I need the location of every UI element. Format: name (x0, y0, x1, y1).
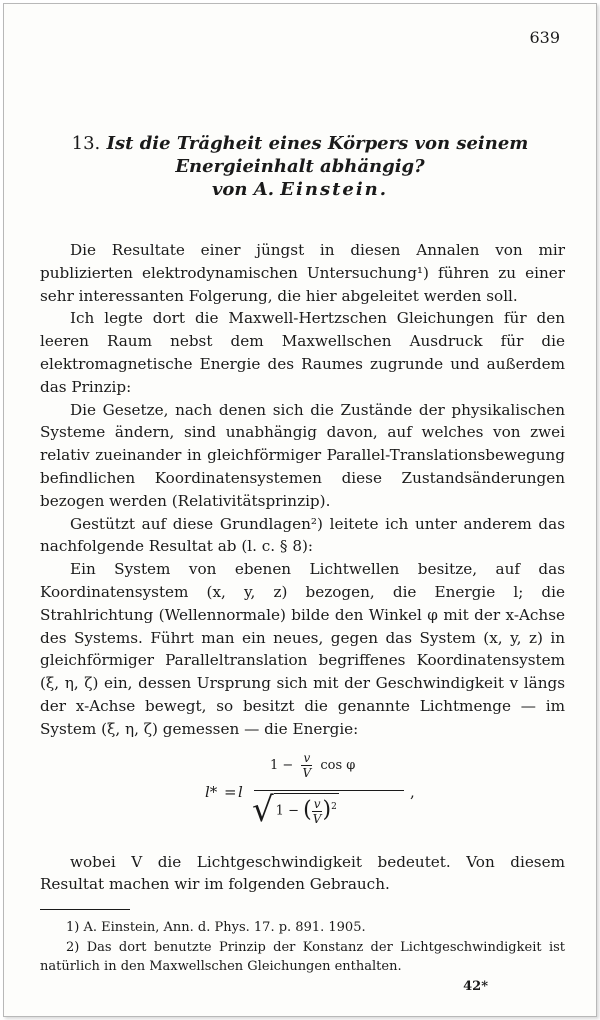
footnotes (40, 918, 565, 977)
left-paren-icon: ( (303, 797, 312, 823)
formula-comma: , (410, 782, 415, 801)
author-name: Einstein. (280, 179, 389, 200)
paragraph-principle: Die Gesetze, nach denen sich die Zustände der physikalischen Systeme ändern, sind unabhängig davon, auf welches von zwei relativ zueinander in gleichförmiger Parallel-Translationsbewegung befindlichen Koordinatensystemen diese Zustandsänderungen bezogen werden (Relativitätsprinzip). (40, 400, 565, 510)
footnote-2: 2) Das dort benutzte Prinzip der Konstanz der Lichtgeschwindigkeit ist natürlich in den Maxwellschen Gleichungen enthalten. (40, 939, 565, 974)
fraction-top: v (303, 750, 311, 765)
formula-numerator (270, 751, 355, 780)
title-line-1 (40, 132, 560, 155)
formula-factor: l (238, 782, 243, 801)
signature-mark: 42* (463, 979, 488, 994)
author-prefix: von A. (211, 179, 275, 200)
page-number: 639 (529, 28, 560, 47)
title-line-2: Energieinhalt abhängig? (175, 156, 425, 177)
numerator-one: 1 − (270, 757, 294, 773)
paper-page (3, 3, 597, 1017)
article-number: 13. (71, 133, 101, 154)
paragraph-1: Die Resultate einer jüngst in diesen Annalen von mir publizierten elektrodynamischen Untersuchung¹) führen zu einer sehr interessanten Folgerung, die hier abgeleitet werden soll. (40, 241, 565, 305)
formula-equals: = (224, 782, 237, 801)
article-title-block (40, 132, 560, 201)
formula-lhs: l* (205, 782, 218, 801)
formula-denominator (252, 789, 339, 830)
title-text-1: Ist die Trägheit eines Körpers von seinem (106, 133, 529, 154)
footnote-1: 1) A. Einstein, Ann. d. Phys. 17. p. 891. 1905. (66, 920, 366, 935)
numerator-fraction (301, 751, 312, 780)
sqrt-icon: √ (252, 789, 274, 830)
footnote-rule (40, 909, 130, 910)
article-body (40, 239, 565, 896)
paragraph-4: Ein System von ebenen Lichtwellen besitze, auf das Koordinatensystem (x, y, z) bezogen, die Energie l; die Strahlrichtung (Wellennormale) bilde den Winkel φ mit der x-Achse des Systems. Führt man ein neues, gegen das System (x, y, z) in gleichförmiger Paralleltranslation begriffenes Koordinatensystem (ξ, η, ζ) ein, dessen Ursprung sich mit der Geschwindigkeit v längs der x-Achse bewegt, so besitzt die genannte Lichtmenge — im System (ξ, η, ζ) gemessen — die Energie: (40, 560, 565, 738)
paragraph-5: wobei V die Lichtgeschwindigkeit bedeutet. Von diesem Resultat machen wir im folgenden Gebrauch. (40, 852, 565, 894)
paragraph-2: Ich legte dort die Maxwell-Hertzschen Gleichungen für den leeren Raum nebst dem Maxwellschen Ausdruck für die elektromagnetische Energie des Raumes zugrunde und außerdem das Prinzip: (40, 309, 565, 396)
cos-term: cos φ (320, 757, 356, 773)
den-fraction-top: v (313, 796, 321, 811)
author-line (40, 178, 560, 201)
denominator-one: 1 − (275, 803, 299, 819)
denominator-fraction (312, 797, 323, 826)
exponent: 2 (331, 802, 337, 813)
fraction-bar (254, 790, 404, 791)
paragraph-3: Gestützt auf diese Grundlagen²) leitete ich unter anderem das nachfolgende Resultat ab (l. c. § 8): (40, 514, 565, 556)
den-fraction-bottom: V (312, 811, 322, 826)
fraction-bottom: V (302, 765, 312, 780)
right-paren-icon: ) (322, 797, 332, 823)
energy-formula (40, 743, 565, 851)
radicand (274, 793, 339, 825)
